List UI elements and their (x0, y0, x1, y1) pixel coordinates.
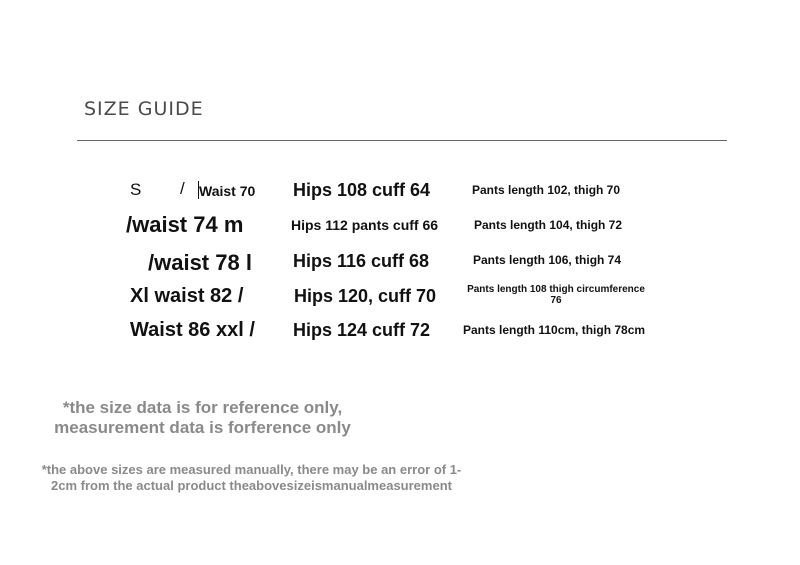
pants-xxl: Pants length 110cm, thigh 78cm (463, 323, 646, 337)
waist-xl: Xl waist 82 / (130, 285, 244, 307)
hips-xxl: Hips 124 cuff 72 (293, 320, 431, 340)
waist-xxl: Waist 86 xxl / (130, 319, 255, 341)
hips-m: Hips 112 pants cuff 66 (291, 217, 439, 233)
manual-note-line1: *the above sizes are measured manually, there may be an error of 1- (41, 462, 462, 477)
pants-m: Pants length 104, thigh 72 (474, 218, 623, 232)
reference-note-line1: *the size data is for reference only, (62, 398, 343, 417)
hips-xl: Hips 120, cuff 70 (294, 286, 437, 306)
waist-m: /waist 74 m (126, 212, 244, 237)
pants-xl: Pants length 108 thigh circumference 76 (467, 284, 645, 306)
pants-s: Pants length 102, thigh 70 (472, 183, 621, 197)
manual-note-line2: 2cm from the actual product theabovesizeismanualmeasurement (51, 478, 452, 493)
hips-l: Hips 116 cuff 68 (293, 251, 430, 271)
manual-measurement-note (14, 462, 489, 494)
hips-s: Hips 108 cuff 64 (293, 180, 431, 200)
size-separator: / (180, 179, 185, 198)
size-label-s: S (130, 180, 142, 199)
divider (77, 140, 727, 141)
waist-s: Waist 70 (199, 183, 256, 199)
reference-note (30, 398, 375, 438)
reference-note-line2: measurement data is forference only (54, 418, 351, 437)
page-title: SIZE GUIDE (84, 98, 204, 120)
waist-l: /waist 78 l (148, 250, 252, 275)
pants-l: Pants length 106, thigh 74 (473, 253, 622, 267)
